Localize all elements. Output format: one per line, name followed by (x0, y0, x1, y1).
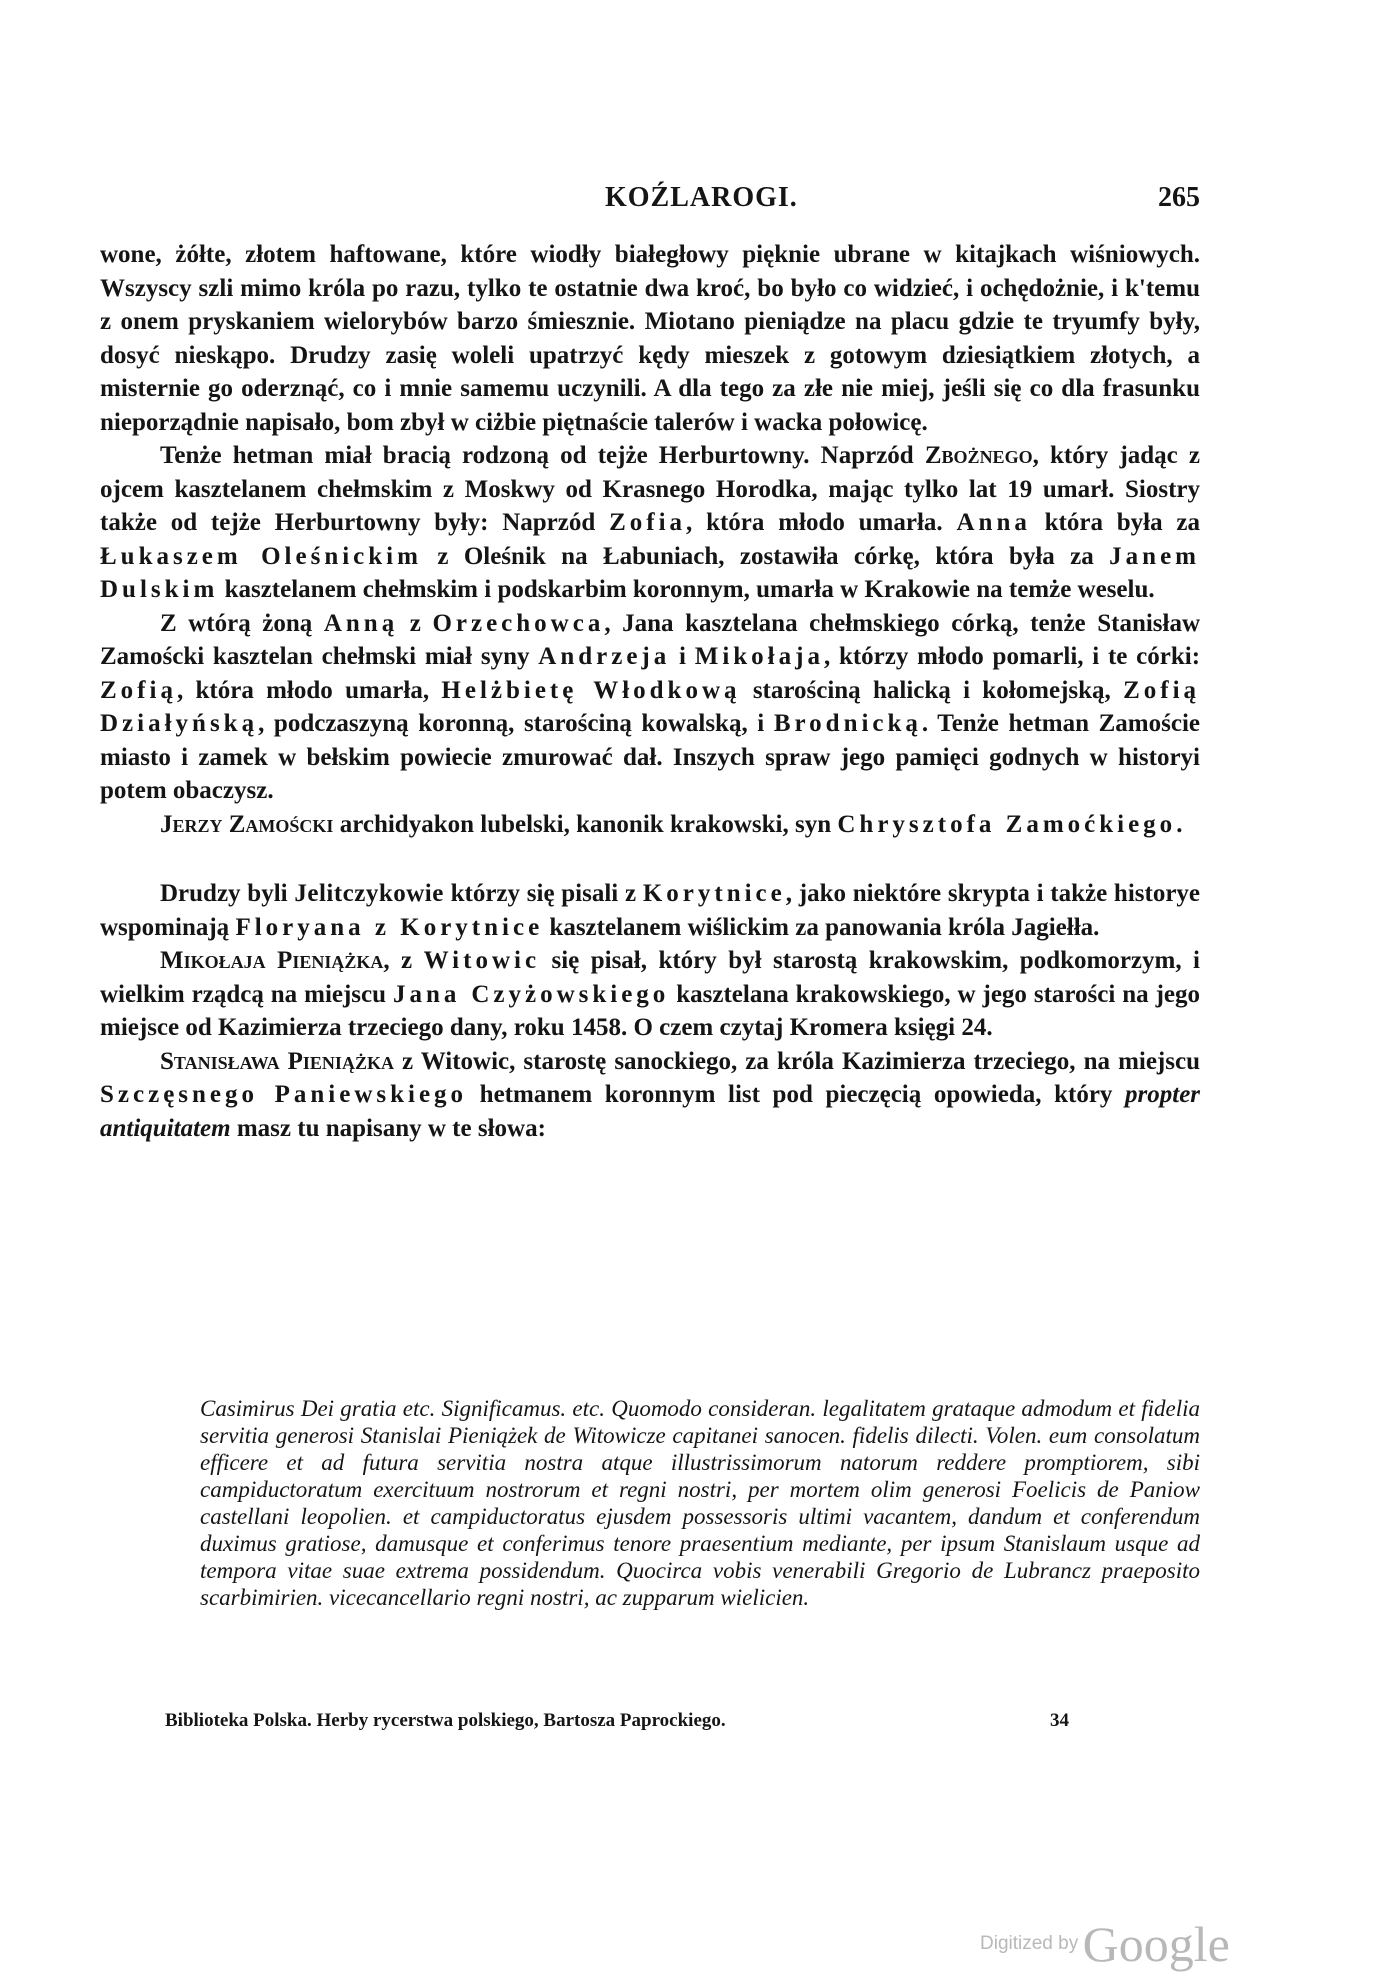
name-spaced: Chrysztofa Zamoćkiego (837, 810, 1177, 838)
text-run: starościną halicką i kołomejską, (752, 676, 1111, 704)
google-logo: Google (1082, 1916, 1230, 1972)
text-run: Tenże hetman miał bracią rodzoną od tejże Herburtowny. Naprzód (160, 442, 914, 469)
name-spaced: Anną (323, 609, 399, 637)
page-footer (165, 1710, 1069, 1740)
paragraph-4 (100, 808, 1200, 842)
text-run: , z (383, 947, 413, 974)
text-run: , Jana kasztelana chełmskiego córką, tenże Stanisław Zamoścki kasztelan chełmski miał syny (100, 609, 1201, 670)
name-heavy: Jelitczykowie (294, 880, 444, 907)
paragraph-5 (100, 877, 1200, 944)
name-spaced: Brodnicką (773, 710, 922, 737)
text-run: archidyakon lubelski, kanonik krakowski, syn (339, 810, 832, 838)
paragraph-2 (100, 439, 1200, 607)
text-run: Z wtórą żoną (160, 609, 313, 637)
text-run: kasztelana krakowskiego, w jego starości na jego miejsce od Kazimierza trzeciego dany, roku 1458. O czem czytaj Kromera księgi 24. (100, 980, 1201, 1041)
text-run: się pisał, który był starostą krakowskim, podkomorzym, i wielkim rządcą na miejscu (100, 947, 1200, 1008)
section-gap (100, 841, 1200, 877)
text-run: Drudzy byli (160, 880, 288, 907)
page-number: 265 (1158, 182, 1200, 213)
text-run: . (1176, 810, 1183, 838)
name-spaced: Korytnice (642, 880, 786, 907)
text-run: hetmanem koronnym list pod pieczęcią opowieda, który (479, 1081, 1113, 1108)
text-run: którzy się pisali z (450, 880, 637, 907)
text-run: i (679, 643, 686, 670)
text-run: masz tu napisany w te słowa: (236, 1114, 546, 1142)
name-spaced: Witowic (423, 947, 541, 974)
quotation-text: Casimirus Dei gratia etc. Significamus. etc. Quomodo consideran. legalitatem grataque admodum et fidelia servitia generosi Stanislai Pieniążek de Witowicze capitanei sanocen. fidelis dilecti. Volen. eum consolatum efficere et ad futura servitia nostra atque illustrissimorum natorum reddere promptiorem, sibi campiductoratum exercituum nostrorum et regni nostri, per mortem olim generosi Foelicis de Paniow castellani leopolien. et campiductoratus ejusdem possessoris ultimi vacantem, dandum et conferendum duximus gratiose, damusque et conferimus tenore praesentium mediante, per ipsum Stanislaum usque ad tempora vitae suae extrema possidendum. Quocirca vobis venerabili Gregorio de Lubrancz praeposito scarbimirien. vicecancellario regni nostri, ac zupparum wielicien. (200, 1396, 1200, 1610)
text-run: . Tenże hetman Zamoście miasto i zamek w bełskim powiecie zmurować dał. Inszych spraw jego pamięci godnych w historyi potem obaczysz. (100, 710, 1200, 804)
name-spaced: Łukaszem Oleśnickim (100, 542, 422, 570)
name-smallcaps: Jerzy Zamoścki (160, 810, 334, 838)
watermark-caption: Digitized by (980, 1933, 1079, 1954)
text-run: z Witowic, starostę sanockiego, za króla Kazimierza trzeciego, na miejscu (402, 1047, 1200, 1075)
text-run: , którzy młodo pomarli, i te córki: (823, 643, 1201, 670)
signature-mark: 34 (1050, 1710, 1069, 1731)
name-smallcaps: Mikołaja Pieniążka (160, 947, 384, 974)
name-spaced: Szczęsnego Paniewskiego (100, 1081, 468, 1108)
paragraph-7 (100, 1045, 1200, 1146)
latin-quotation (200, 1395, 1200, 1611)
name-spaced: Floryana z Korytnice (235, 913, 544, 941)
name-spaced: Janem Dulskim (100, 542, 1200, 603)
paragraph-6 (100, 944, 1200, 1045)
name-spaced: Jana Czyżowskiego (392, 980, 670, 1008)
text-run: , która młodo umarła. (686, 509, 943, 536)
latin-phrase: propter antiquitatem (100, 1081, 1201, 1142)
name-spaced: Helżbietę Włodkową (441, 676, 741, 704)
running-head: KOŹLAROGI. (605, 182, 798, 213)
name-spaced: Orzechowca (432, 609, 605, 637)
paragraph-1 (100, 238, 1200, 439)
name-spaced: Zofią Działyńską (100, 676, 1201, 737)
page-header (100, 182, 1200, 222)
text-run: , który jadąc z ojcem kasztelanem chełmskim z Moskwy od Krasnego Horodka, mając tylko lat 19 umarł. Siostry także od tejże Herburtowny były: Naprzód (100, 442, 1201, 536)
text-run: , podczaszyną koronną, starościną kowalską, i (258, 710, 765, 737)
text-run: z Oleśnik na Łabuniach, zostawiła córkę, która była za (437, 542, 1094, 570)
text-run: wone, żółte, złotem haftowane, które wiodły białegłowy pięknie ubrane w kitajkach wiśniowych. Wszyscy szli mimo króla po razu, tylko te ostatnie dwa kroć, bo było co widzieć, i ochędożnie, i k'temu z onem pryskaniem wielorybów barzo śmiesznie. Miotano pieniądze na placu gdzie te tryumfy były, dosyć nieskąpo. Drudzy zasię woleli upatrzyć kędy mieszek z gotowym dziesiątkiem złotych, a misternie go oderznąć, co i mnie samemu uczynili. A dla tego za złe nie miej, jeśli się co dla frasunku nieporządnie napisało, bom zbył w ciżbie piętnaście talerów i wacka połowicę. (100, 241, 1200, 436)
footer-text: Biblioteka Polska. Herby rycerstwa polskiego, Bartosza Paprockiego. (165, 1710, 726, 1731)
text-run: , jako niektóre skrypta i także historye wspominają (100, 880, 1201, 941)
text-run: która była za (1044, 509, 1201, 536)
name-spaced: Anna (956, 509, 1031, 536)
name-spaced: Andrzeja (538, 643, 671, 670)
text-run: , która młodo umarła, (176, 676, 430, 704)
name-smallcaps: Stanisława Pieniążka (160, 1047, 394, 1075)
name-spaced: Mikołaja (694, 643, 824, 670)
text-run: kasztelanem chełmskim i podskarbim koronnym, umarła w Krakowie na temże weselu. (224, 576, 1155, 603)
digitization-watermark (980, 1915, 1230, 1973)
text-run: z (409, 609, 421, 637)
name-spaced: Zofią (100, 676, 177, 704)
name-spaced: Zofia (609, 509, 687, 536)
main-text (100, 238, 1200, 1145)
paragraph-3 (100, 607, 1200, 808)
text-run: kasztelanem wiślickim za panowania króla Jagiełła. (549, 913, 1100, 941)
name-smallcaps: Zbożnego (924, 442, 1033, 469)
